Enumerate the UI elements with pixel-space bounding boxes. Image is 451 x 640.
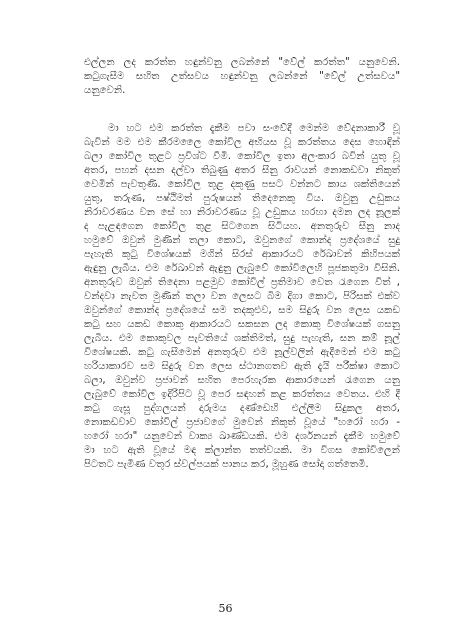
paragraph-2 <box>84 122 400 472</box>
text-line: වන්දවා නැවත මුණින් තලා වන ලෙසට බිම දිගා කොට, පිරිසක් එක්ව <box>84 291 400 302</box>
page-number: 56 <box>218 602 233 615</box>
text-line: හමුවේ ඔවුන් මුණින් තලා කොට, ඔවුනගේ කොන්ද ප්‍රදේශයේ සුදු <box>84 235 400 246</box>
text-line: නිරාවරණය වන සේ හා නිරාවරණය වූ උඩුකය හරහා දමන ලද නූලක් <box>84 207 400 218</box>
text-line: කටුගැසීම සහිත උත්සවය හඳුන්වනු ලබන්නේ "වේල් උත්සවය" <box>84 71 400 82</box>
text-line: බලා කෝවිල තුළට ප්‍රවිශ්ට වීමි. කෝවිල ඉතා අලංකාර බවින් යුතු වූ <box>84 151 400 162</box>
text-line: නොකඩවාව කෝවිල් ප්‍රජාවගේ මුවෙන් නිකුත් වූයේ "හරෝ හරා - <box>84 417 400 428</box>
text-line: මා හට ඇති වූයේ මඳ ක්ලාන්ත තත්වයකි. මා විගස කෝවිලෙන් <box>84 445 400 456</box>
text-line: යනුවෙනි. <box>84 85 126 96</box>
text-line: විශේෂයකි. කටු ගැසීමෙන් අනතුරුව එම නූල්වලින් ඇදීමෙන් එම කටු <box>84 347 400 358</box>
text-line: වෙමින් පැවතුණි. කෝවිල තුළ දකුණු පසට වන්නට කාය ශක්තියෙන් <box>84 179 400 190</box>
text-line: පැහැති කුටු විශේෂයක් මගින් සිරස් ආකාරයට රේඛාවන් කිහිපයක් <box>84 249 400 260</box>
text-line: ලැබුවේ කෝවිල ඉදිරිපිට වූ පෙර සඳහන් කළ කරත්තය වෙතය. එහි දී <box>84 389 400 400</box>
text-line: එල්ලන ලද කරත්ත හඳුන්වනු ලබන්නේ "වේල් කරත්ත" යනුවෙනි. <box>84 57 400 68</box>
text-line: ද පැළඳගෙන කෝවිල තුළ සිටගෙන සිටියහ. අනතුරුව සීනු නාද <box>84 221 400 232</box>
text-line: බැවින් මම එම කීරමලෛ කෝවිල අභියස වූ කරත්තය දෙස හොඳින් <box>84 137 400 148</box>
text-line: පිටතට පැමිණ වතුර ස්වල්පයක් පානය කර, මූහුණ සෝදා ගත්තෙමි. <box>84 459 369 470</box>
text-line: ලැබීය. එම කොකුවල පැවතියේ ශක්තිමත්, සුදු පැහැති, සන කම් නූල් <box>84 333 400 344</box>
text-line: යුතු, තරුණ, පෂ්ඨිමත් පුරුෂයන් තිදෙනෙකු විය. ඔවුනු උඩුකය <box>84 193 400 204</box>
text-line: කටු සහ යකඩ කොකු ආකාරයට සකසන ලද කොකු විශේෂයක් ගසනු <box>84 319 400 330</box>
text-line: කටු ගැසූ පුද්ගලයන් දාරුමය දණ්ඩෙහි එල්ලීම සිදුකල අතර, <box>84 403 400 414</box>
text-line: අනතුරුව ඔවුන් තිදෙනා පළමුව කෝවිල් ප්‍රතිමාව වෙත රැගෙන විත් , <box>84 277 400 288</box>
text-line: බලා, ඔවුන්ව ප්‍රජාවන් සහිත පෙරහැරක ආකාරයෙන් රැගෙන යනු <box>84 375 400 386</box>
text-line: මා හට එම කරත්ත දැකීම පවා සංවේදී මෙන්ම වේදනාකාරී වූ <box>108 123 400 134</box>
text-line: ඔවුන්ගේ කොන්ද ප්‍රදේශයේ සම තදකුළුව, සම සිදුරු වන ලෙස යකඩ <box>84 305 400 316</box>
paragraph-1 <box>84 56 400 98</box>
text-line: අතර, පහන් දසන දල්වා තිබුණු අතර සීනු රාවයන් නොකඩවා නිකුත් <box>84 165 400 176</box>
text-line: ඇඳුනු ලැබීය. එම රේඛාවන් ඇඳුනු ලැබුවේ කෝවිලෙහි පූජකතුමා විසිනි. <box>84 263 400 274</box>
text-line: හරෝ හරා" යනුවෙන් වාක්‍ය ඛාණ්ඩයකි. එම දර්ශනයන් දැකීම හමුවේ <box>84 431 400 442</box>
text-line: හරියාකාරව සම සිදුරු වන ලෙස ස්ථානගතව ඇති දැයි පරීක්ෂා කොට <box>84 361 400 372</box>
